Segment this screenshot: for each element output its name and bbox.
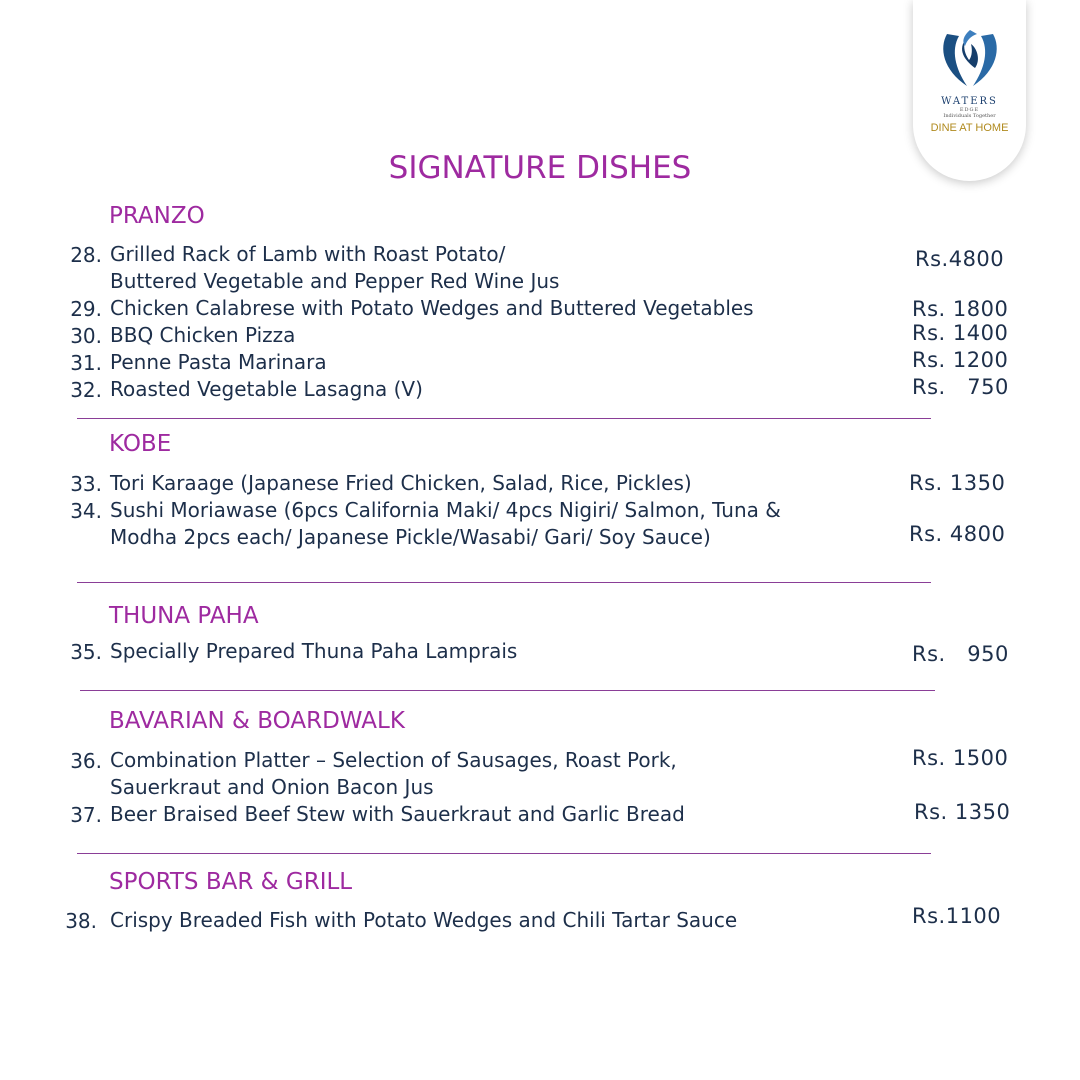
- item-number: 31.: [70, 351, 102, 375]
- section-divider: [77, 853, 931, 854]
- menu-item-price: Rs. 1500: [912, 746, 1009, 770]
- menu-item-description: Sushi Moriawase (6pcs California Maki/ 4pcs Nigiri/ Salmon, Tuna &: [110, 498, 781, 522]
- section-divider: [77, 418, 931, 419]
- item-number: 35.: [70, 640, 102, 664]
- brand-tagline: Individuals Together: [943, 113, 996, 119]
- section-heading-thuna-paha: THUNA PAHA: [109, 603, 259, 629]
- menu-item-price: Rs.4800: [915, 247, 1005, 271]
- item-number: 38.: [65, 909, 97, 933]
- menu-item-description: Tori Karaage (Japanese Fried Chicken, Salad, Rice, Pickles): [110, 471, 692, 495]
- section-heading-sports-bar-grill: SPORTS BAR & GRILL: [109, 869, 353, 895]
- menu-item-description: Crispy Breaded Fish with Potato Wedges and Chili Tartar Sauce: [110, 908, 738, 932]
- menu-item-price: Rs. 1400: [912, 321, 1009, 345]
- menu-item-description: Chicken Calabrese with Potato Wedges and Buttered Vegetables: [110, 296, 754, 320]
- menu-item-price: Rs. 1350: [909, 471, 1006, 495]
- menu-item-description: Combination Platter – Selection of Sausages, Roast Pork,: [110, 748, 677, 772]
- menu-item-price: Rs.1100: [912, 904, 1002, 928]
- menu-item-description-cont: Sauerkraut and Onion Bacon Jus: [110, 775, 434, 799]
- item-number: 32.: [70, 378, 102, 402]
- menu-item-description-cont: Modha 2pcs each/ Japanese Pickle/Wasabi/ Gari/ Soy Sauce): [110, 525, 711, 549]
- menu-item-description-cont: Buttered Vegetable and Pepper Red Wine Jus: [110, 269, 560, 293]
- item-number: 36.: [70, 749, 102, 773]
- brand-name: WATERS: [941, 96, 998, 107]
- section-heading-kobe: KOBE: [109, 431, 172, 457]
- item-number: 33.: [70, 472, 102, 496]
- dine-at-home-label: DINE AT HOME: [930, 122, 1009, 134]
- section-divider: [80, 690, 935, 691]
- menu-item-price: Rs. 1800: [912, 297, 1009, 321]
- menu-item-description: Beer Braised Beef Stew with Sauerkraut and Garlic Bread: [110, 802, 685, 826]
- menu-item-description: Specially Prepared Thuna Paha Lamprais: [110, 639, 518, 663]
- brand-sub: EDGE: [959, 107, 980, 113]
- menu-item-price: Rs. 750: [912, 375, 1009, 399]
- menu-item-price: Rs. 4800: [909, 522, 1006, 546]
- menu-item-description: Penne Pasta Marinara: [110, 350, 327, 374]
- waters-logo-icon: [937, 26, 1003, 92]
- section-divider: [77, 582, 931, 583]
- menu-item-price: Rs. 950: [912, 642, 1009, 666]
- menu-item-description: Roasted Vegetable Lasagna (V): [110, 377, 423, 401]
- menu-item-price: Rs. 1350: [914, 800, 1011, 824]
- item-number: 29.: [70, 297, 102, 321]
- section-heading-pranzo: PRANZO: [109, 203, 205, 229]
- item-number: 28.: [70, 243, 102, 267]
- item-number: 34.: [70, 499, 102, 523]
- item-number: 37.: [70, 803, 102, 827]
- menu-item-price: Rs. 1200: [912, 348, 1009, 372]
- menu-item-description: Grilled Rack of Lamb with Roast Potato/: [110, 242, 506, 266]
- section-heading-bavarian-boardwalk: BAVARIAN & BOARDWALK: [109, 708, 405, 734]
- menu-item-description: BBQ Chicken Pizza: [110, 323, 296, 347]
- page-title: SIGNATURE DISHES: [388, 150, 692, 186]
- item-number: 30.: [70, 324, 102, 348]
